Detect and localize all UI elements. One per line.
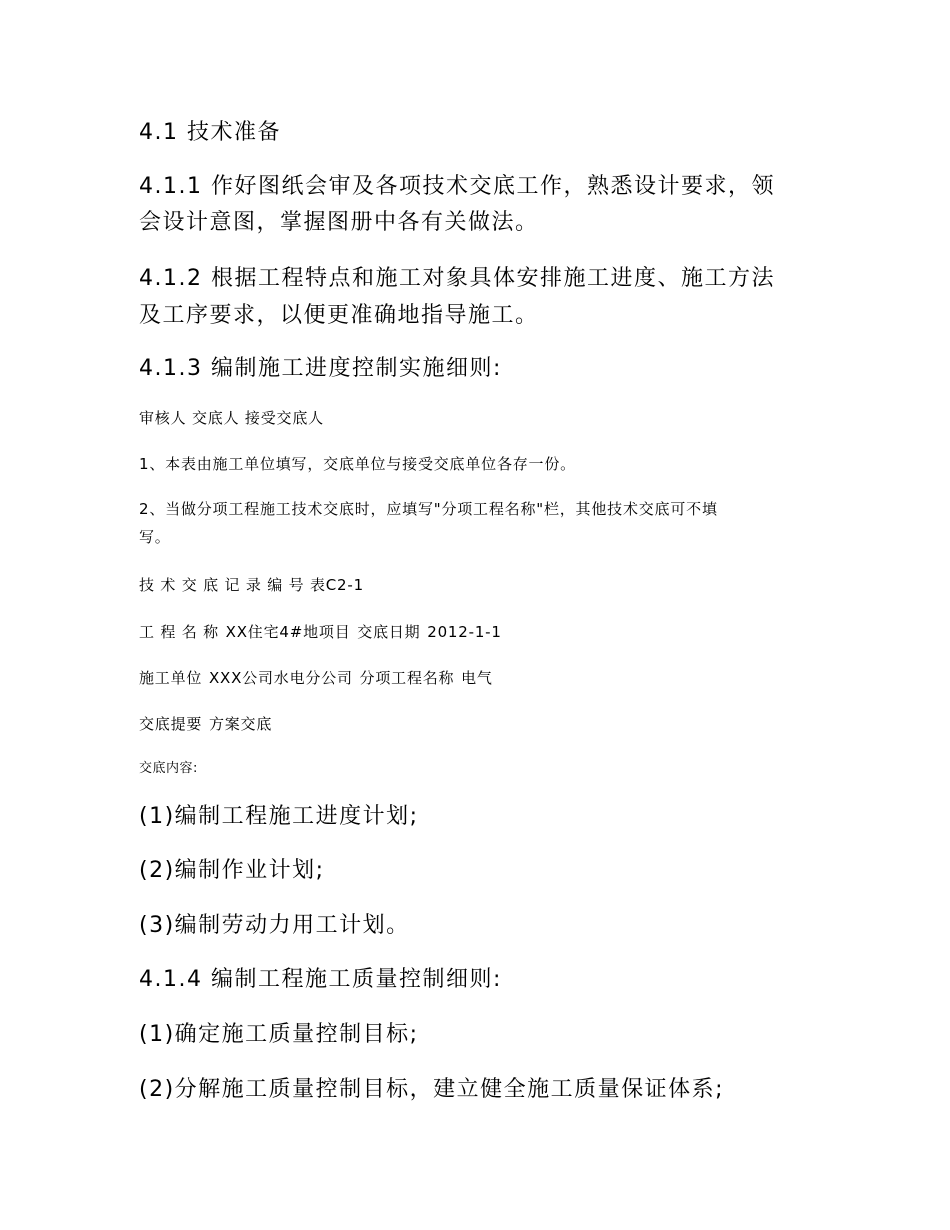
content-label: 交底内容: xyxy=(139,761,198,776)
project-row xyxy=(139,623,502,641)
quality-item: (2)分解施工质量控制目标，建立健全施工质量保证体系; xyxy=(139,1077,725,1102)
paragraph-4-1-3: 4.1.3 编制施工进度控制实施细则: xyxy=(139,356,502,381)
content-item: (2)编制作业计划; xyxy=(139,858,325,883)
project-label: 工 程 名 称 xyxy=(139,623,219,641)
note-2-line2: 写。 xyxy=(139,528,171,546)
summary-row xyxy=(139,715,272,733)
note-1: 1、本表由施工单位填写，交底单位与接受交底单位各存一份。 xyxy=(139,455,576,473)
paragraph-4-1-2-line1: 4.1.2 根据工程特点和施工对象具体安排施工进度、施工方法 xyxy=(139,266,775,291)
date-label: 交底日期 xyxy=(357,623,421,641)
unit-label: 施工单位 xyxy=(139,669,203,687)
summary-label: 交底提要 xyxy=(139,715,203,733)
paragraph-4-1-4: 4.1.4 编制工程施工质量控制细则: xyxy=(139,967,502,992)
project-name: XX住宅4#地项目 xyxy=(225,623,351,641)
summary-value: 方案交底 xyxy=(208,715,273,733)
quality-item: (1)确定施工质量控制目标; xyxy=(139,1022,419,1047)
content-item: (3)编制劳动力用工计划。 xyxy=(139,913,410,938)
heading-4-1: 4.1 技术准备 xyxy=(139,120,281,145)
unit-row xyxy=(139,669,493,687)
record-title: 技 术 交 底 记 录 编 号 表C2-1 xyxy=(139,576,364,594)
subproject-label: 分项工程名称 xyxy=(359,669,455,687)
paragraph-4-1-1-line1: 4.1.1 作好图纸会审及各项技术交底工作，熟悉设计要求，领 xyxy=(139,174,775,199)
unit-name: XXX公司水电分公司 xyxy=(208,669,353,687)
subproject-name: 电气 xyxy=(461,669,493,687)
paragraph-4-1-1-line2: 会设计意图，掌握图册中各有关做法。 xyxy=(139,210,539,235)
note-2-line1: 2、当做分项工程施工技术交底时，应填写"分项工程名称"栏，其他技术交底可不填 xyxy=(139,500,718,518)
content-item: (1)编制工程施工进度计划; xyxy=(139,804,419,829)
date-value: 2012-1-1 xyxy=(427,623,502,641)
paragraph-4-1-2-line2: 及工序要求，以便更准确地指导施工。 xyxy=(139,303,539,328)
signers-line: 审核人 交底人 接受交底人 xyxy=(139,409,324,427)
